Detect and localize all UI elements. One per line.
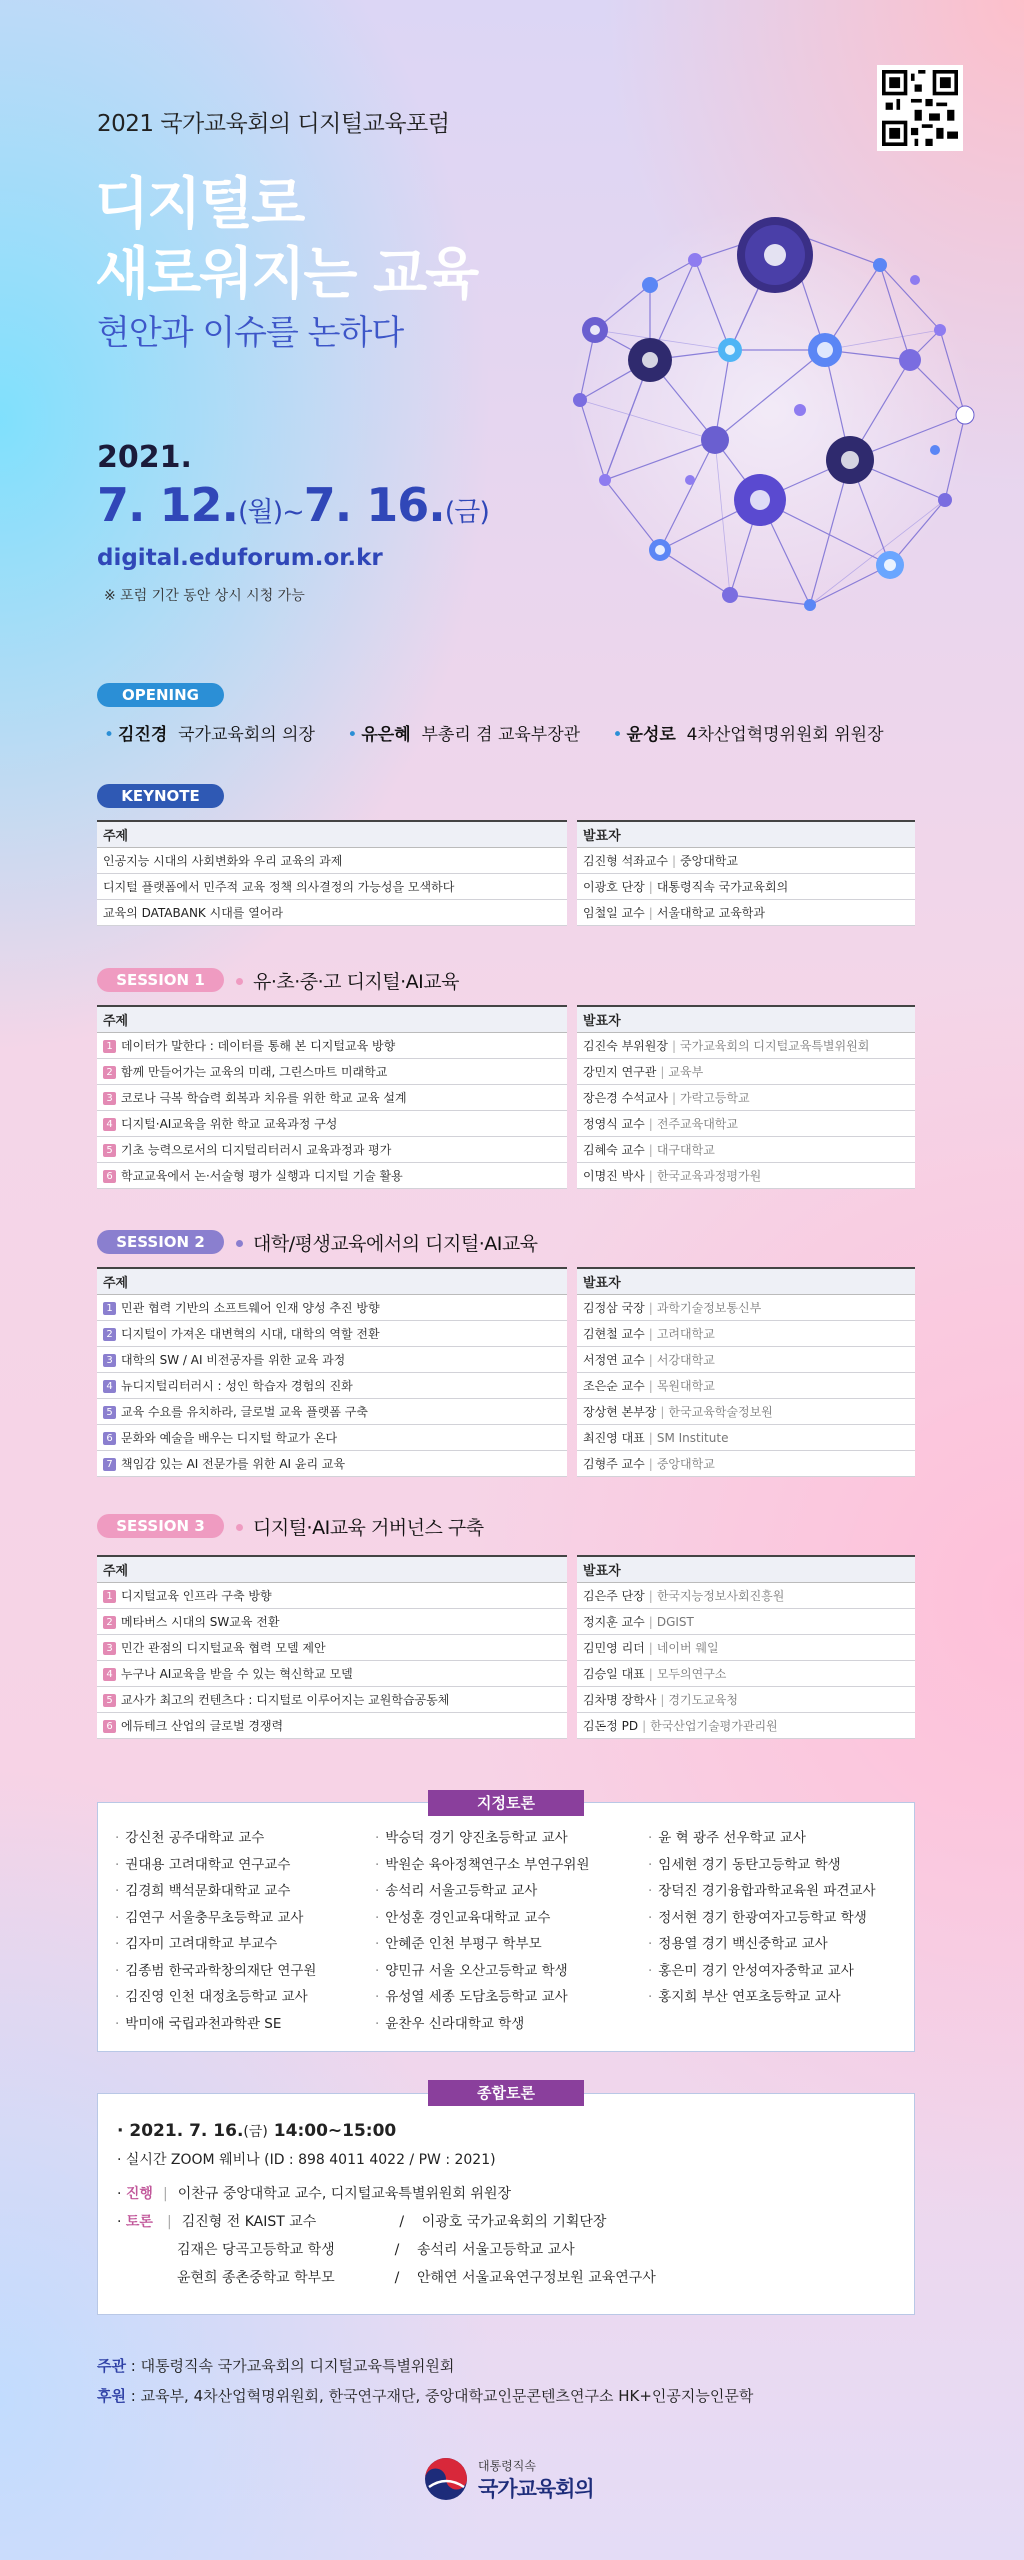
topic-cell: 뉴디지털리터러시 : 성인 학습자 경험의 진화 xyxy=(121,1378,353,1393)
speaker-name: 김민영 리더 xyxy=(583,1640,645,1655)
list-item: · 안성훈 경인교육대학교 교수 xyxy=(375,1909,551,1926)
list-item: · 양민규 서울 오산고등학교 학생 xyxy=(375,1962,568,1979)
general-discussion-datetime: · 2021. 7. 16.(금) 14:00~15:00 xyxy=(117,2121,397,2141)
panelist: 송석리 서울고등학교 교사 xyxy=(417,2242,575,2258)
speaker-name: 김형주 교수 xyxy=(583,1456,645,1471)
list-item: · 유성열 세종 도담초등학교 교사 xyxy=(375,1989,568,2005)
table-row: 김차명 장학사 | 경기도교육청 xyxy=(577,1686,915,1712)
date-separator: ~ xyxy=(282,497,304,528)
speaker-affiliation: 경기도교육청 xyxy=(668,1692,738,1707)
table-row: 조은순 교수 | 목원대학교 xyxy=(577,1372,915,1398)
main-title-line2: 새로워지는 교육 xyxy=(95,242,478,307)
designated-discussion-col3 xyxy=(648,1825,910,2011)
speaker-affiliation: 대구대학교 xyxy=(656,1142,715,1157)
table-row xyxy=(97,1634,567,1660)
list-item: · 안혜준 인천 부평구 학부모 xyxy=(375,1936,542,1952)
topic-cell: 민간 관점의 디지털교육 협력 모델 제안 xyxy=(121,1640,326,1655)
list-item: · 장덕진 경기융합과학교육원 파견교사 xyxy=(648,1883,876,1899)
moderator-text: 이찬규 중앙대학교 교수, 디지털교육특별위원회 위원장 xyxy=(177,2186,511,2202)
speaker-header: 발표자 xyxy=(577,821,915,847)
panel-row: · 토론 | 김진형 전 KAIST 교수 / 이광호 국가교육회의 기획단장 xyxy=(117,2208,897,2236)
main-title xyxy=(95,170,477,310)
panel-label: 토론 xyxy=(125,2214,153,2230)
table-row: 김은주 단장 | 한국지능정보사회진흥원 xyxy=(577,1582,915,1608)
organization-logo xyxy=(424,2455,614,2505)
row-number-badge: 4 xyxy=(103,1380,116,1393)
speaker-name: 김돈정 PD xyxy=(583,1718,639,1733)
speaker-name: 김혜숙 교수 xyxy=(583,1142,645,1157)
bullet-icon: • xyxy=(104,725,115,745)
speaker-affiliation: 모두의연구소 xyxy=(656,1666,727,1681)
list-item: · 박미애 국립과천과학관 SE xyxy=(115,2015,282,2032)
speaker-header: 발표자 xyxy=(577,1006,915,1032)
host-label: 주관 xyxy=(97,2357,126,2375)
table-row xyxy=(97,1346,567,1372)
speaker-affiliation: DGIST xyxy=(656,1614,694,1629)
keynote-speaker-table xyxy=(577,820,915,926)
panel-row xyxy=(117,2236,897,2264)
row-number-badge: 2 xyxy=(103,1066,116,1079)
speaker-name: 강민지 연구관 xyxy=(583,1064,657,1079)
keynote-topic-table xyxy=(97,820,567,926)
keynote-label: KEYNOTE xyxy=(97,784,224,808)
table-row xyxy=(97,1110,567,1136)
list-item: · 김경희 백석문화대학교 교수 xyxy=(115,1883,291,1899)
table-row: 김승일 대표 | 모두의연구소 xyxy=(577,1660,915,1686)
table-row: 이광호 단장 | 대통령직속 국가교육회의 xyxy=(577,873,915,899)
general-discussion-title: 종합토론 xyxy=(428,2080,584,2106)
discussion-time: 14:00~15:00 xyxy=(273,2121,397,2141)
topic-cell: 문화와 예술을 배우는 디지털 학교가 온다 xyxy=(121,1430,338,1445)
session2-title xyxy=(230,1229,538,1256)
moderator-row: · 진행 | 이찬규 중앙대학교 교수, 디지털교육특별위원회 위원장 xyxy=(117,2186,511,2202)
table-row xyxy=(97,1660,567,1686)
opening-role: 부총리 겸 교육부장관 xyxy=(421,725,581,745)
panelist: 김재은 당곡고등학교 학생 xyxy=(177,2242,335,2258)
logo-main-text: 국가교육회의 xyxy=(478,2477,594,2501)
topic-cell: 기초 능력으로서의 디지털리터러시 교육과정과 평가 xyxy=(121,1142,392,1157)
list-item: · 박원순 육아정책연구소 부연구위원 xyxy=(375,1856,590,1873)
speaker-affiliation: 교육부 xyxy=(668,1064,704,1079)
topic-cell: 대학의 SW / AI 비전공자를 위한 교육 과정 xyxy=(121,1352,346,1367)
opening-name: 김진경 xyxy=(118,725,168,745)
list-item: · 김연구 서울충무초등학교 교사 xyxy=(115,1909,304,1926)
topic-header: 주제 xyxy=(97,1556,567,1582)
table-row: 이명진 박사 | 한국교육과정평가원 xyxy=(577,1162,915,1188)
bullet-icon: • xyxy=(612,725,623,745)
table-row xyxy=(97,1712,567,1738)
topic-cell: 교사가 최고의 컨텐츠다 : 디지털로 이루어지는 교원학습공동체 xyxy=(121,1692,450,1707)
topic-cell: 디지털교육 인프라 구축 방향 xyxy=(121,1588,272,1603)
speaker-name: 장상현 본부장 xyxy=(583,1404,657,1419)
table-row: 김진형 석좌교수 | 중앙대학교 xyxy=(577,847,915,873)
speaker-name: 김승일 대표 xyxy=(583,1666,645,1681)
session1-title-text: 유·초·중·고 디지털·AI교육 xyxy=(253,971,459,993)
table-row: 최진영 대표 | SM Institute xyxy=(577,1424,915,1450)
speaker-affiliation: 한국지능정보사회진흥원 xyxy=(656,1588,785,1603)
table-row xyxy=(97,1084,567,1110)
table-row xyxy=(97,1450,567,1476)
session1-speaker-table xyxy=(577,1005,915,1189)
speaker-affiliation: SM Institute xyxy=(656,1430,729,1445)
session3-speaker-table xyxy=(577,1555,915,1739)
table-row xyxy=(97,1608,567,1634)
table-row xyxy=(97,1294,567,1320)
panelist: 윤현희 종촌중학교 학부모 xyxy=(177,2270,335,2286)
speaker-name: 김현철 교수 xyxy=(583,1326,645,1341)
table-row: 김진숙 부위원장 | 국가교육회의 디지털교육특별위원회 xyxy=(577,1032,915,1058)
table-row xyxy=(97,1162,567,1188)
table-row xyxy=(97,1136,567,1162)
list-item: · 송석리 서울고등학교 교사 xyxy=(375,1883,538,1899)
table-row: 정영식 교수 | 전주교육대학교 xyxy=(577,1110,915,1136)
list-item: · 홍은미 경기 안성여자중학교 교사 xyxy=(648,1962,854,1979)
speaker-name: 김은주 단장 xyxy=(583,1588,645,1603)
panelist: 안해연 서울교육연구정보원 교육연구사 xyxy=(417,2270,656,2286)
opening-role: 국가교육회의 의장 xyxy=(178,725,315,745)
event-year: 2021. xyxy=(97,440,192,475)
viewing-note: ※ 포럼 기간 동안 상시 시청 가능 xyxy=(104,588,305,604)
bullet-icon: • xyxy=(347,725,358,745)
sponsor-line xyxy=(97,2385,753,2406)
table-row xyxy=(97,1582,567,1608)
topic-cell: 누구나 AI교육을 받을 수 있는 혁신학교 모델 xyxy=(121,1666,353,1681)
taegeuk-logo-icon xyxy=(424,2457,468,2501)
table-row xyxy=(97,847,567,873)
speaker-name: 김정삼 국장 xyxy=(583,1300,645,1315)
row-number-badge: 1 xyxy=(103,1302,116,1315)
speaker-affiliation: 전주교육대학교 xyxy=(656,1116,738,1131)
row-number-badge: 4 xyxy=(103,1668,116,1681)
topic-cell: 에듀테크 산업의 글로벌 경쟁력 xyxy=(121,1718,284,1733)
topic-cell: 함께 만들어가는 교육의 미래, 그린스마트 미래학교 xyxy=(121,1064,388,1079)
table-row xyxy=(97,1320,567,1346)
speaker-name: 최진영 대표 xyxy=(583,1430,645,1445)
speaker-name: 김차명 장학사 xyxy=(583,1692,657,1707)
row-number-badge: 5 xyxy=(103,1694,116,1707)
opening-speakers xyxy=(104,720,884,745)
designated-discussion-title: 지정토론 xyxy=(428,1790,584,1816)
row-number-badge: 7 xyxy=(103,1458,116,1471)
panelist: 김진형 전 KAIST 교수 xyxy=(181,2214,317,2230)
table-row: 장상현 본부장 | 한국교육학술정보원 xyxy=(577,1398,915,1424)
list-item: · 강신천 공주대학교 교수 xyxy=(115,1830,265,1846)
panel-row xyxy=(117,2264,897,2292)
day-end: (금) xyxy=(444,497,489,528)
table-row: 김정삼 국장 | 과학기술정보통신부 xyxy=(577,1294,915,1320)
speaker-affiliation: 한국교육과정평가원 xyxy=(656,1168,762,1183)
topic-cell: 인공지능 시대의 사회변화와 우리 교육의 과제 xyxy=(97,847,567,873)
table-row: 강민지 연구관 | 교육부 xyxy=(577,1058,915,1084)
table-row xyxy=(97,1686,567,1712)
row-number-badge: 3 xyxy=(103,1642,116,1655)
opening-name: 윤성로 xyxy=(626,725,676,745)
list-item: · 윤찬우 신라대학교 학생 xyxy=(375,2015,525,2032)
speaker-affiliation: 서강대학교 xyxy=(656,1352,715,1367)
topic-cell: 디지털이 가져온 대변혁의 시대, 대학의 역할 전환 xyxy=(121,1326,380,1341)
topic-header: 주제 xyxy=(97,821,567,847)
webinar-text: 실시간 ZOOM 웨비나 (ID : 898 4011 4022 / PW : 2021) xyxy=(125,2152,496,2168)
row-number-badge: 3 xyxy=(103,1354,116,1367)
host-line xyxy=(97,2355,454,2376)
session2-topic-table xyxy=(97,1267,567,1477)
session1-label: SESSION 1 xyxy=(97,968,224,992)
dot-icon xyxy=(236,1524,243,1531)
row-number-badge: 4 xyxy=(103,1118,116,1131)
table-row: 김현철 교수 | 고려대학교 xyxy=(577,1320,915,1346)
general-discussion-details xyxy=(117,2117,897,2292)
row-number-badge: 3 xyxy=(103,1092,116,1105)
speaker-affiliation: 중앙대학교 xyxy=(680,853,738,868)
list-item: · 임세현 경기 동탄고등학교 학생 xyxy=(648,1856,841,1873)
table-row: 김혜숙 교수 | 대구대학교 xyxy=(577,1136,915,1162)
table-row: 김민영 리더 | 네이버 웨일 xyxy=(577,1634,915,1660)
opening-label: OPENING xyxy=(97,683,224,707)
speaker-name: 서정연 교수 xyxy=(583,1352,645,1367)
speaker-affiliation: 고려대학교 xyxy=(656,1326,715,1341)
separator-slash: / xyxy=(394,2242,400,2258)
speaker-name: 정영식 교수 xyxy=(583,1116,645,1131)
network-globe-illustration xyxy=(560,200,980,620)
list-item: · 정서현 경기 한광여자고등학교 학생 xyxy=(648,1909,867,1926)
topic-header: 주제 xyxy=(97,1006,567,1032)
webinar-info: · 실시간 ZOOM 웨비나 (ID : 898 4011 4022 / PW : 2021) xyxy=(117,2152,496,2168)
table-row: 김형주 교수 | 중앙대학교 xyxy=(577,1450,915,1476)
topic-cell: 교육의 DATABANK 시대를 열어라 xyxy=(97,899,567,925)
list-item: · 김진영 인천 대정초등학교 교사 xyxy=(115,1989,308,2005)
topic-header: 주제 xyxy=(97,1268,567,1294)
speaker-affiliation: 서울대학교 교육학과 xyxy=(656,905,765,920)
discussion-date: 2021. 7. 16. xyxy=(129,2121,244,2141)
table-row: 정지훈 교수 | DGIST xyxy=(577,1608,915,1634)
topic-cell: 코로나 극복 학습력 회복과 치유를 위한 학교 교육 설계 xyxy=(121,1090,407,1105)
session1-topic-table xyxy=(97,1005,567,1189)
designated-discussion-col2 xyxy=(375,1825,645,2037)
session2-title-text: 대학/평생교육에서의 디지털·AI교육 xyxy=(253,1233,538,1255)
row-number-badge: 5 xyxy=(103,1406,116,1419)
session3-title xyxy=(230,1513,484,1540)
sponsor-text: : 교육부, 4차산업혁명위원회, 한국연구재단, 중앙대학교인문콘텐츠연구소 HK+인공지능인문학 xyxy=(125,2387,754,2405)
speaker-name: 임철일 교수 xyxy=(583,905,645,920)
panelist: 이광호 국가교육회의 기획단장 xyxy=(421,2214,607,2230)
table-row xyxy=(97,899,567,925)
session3-topic-table xyxy=(97,1555,567,1739)
qr-code[interactable] xyxy=(877,65,963,151)
session1-title xyxy=(230,967,459,994)
speaker-affiliation: 목원대학교 xyxy=(656,1378,715,1393)
table-row xyxy=(97,1424,567,1450)
speaker-header: 발표자 xyxy=(577,1268,915,1294)
session2-label: SESSION 2 xyxy=(97,1230,224,1254)
topic-cell: 메타버스 시대의 SW교육 전환 xyxy=(121,1614,280,1629)
forum-title: 2021 국가교육회의 디지털교육포럼 xyxy=(97,111,450,137)
separator-slash: / xyxy=(394,2270,400,2286)
topic-cell: 학교교육에서 논·서술형 평가 실행과 디지털 기술 활용 xyxy=(121,1168,403,1183)
row-number-badge: 1 xyxy=(103,1590,116,1603)
row-number-badge: 2 xyxy=(103,1616,116,1629)
session3-label: SESSION 3 xyxy=(97,1514,224,1538)
row-number-badge: 6 xyxy=(103,1432,116,1445)
table-row xyxy=(97,1032,567,1058)
speaker-name: 김진형 석좌교수 xyxy=(583,853,668,868)
speaker-name: 김진숙 부위원장 xyxy=(583,1038,668,1053)
speaker-name: 이광호 단장 xyxy=(583,879,645,894)
speaker-affiliation: 국가교육회의 디지털교육특별위원회 xyxy=(680,1038,870,1053)
speaker-header: 발표자 xyxy=(577,1556,915,1582)
table-row: 장은경 수석교사 | 가락고등학교 xyxy=(577,1084,915,1110)
table-row xyxy=(97,873,567,899)
subtitle: 현안과 이슈를 논하다 xyxy=(97,313,404,353)
speaker-name: 조은순 교수 xyxy=(583,1378,645,1393)
speaker-affiliation: 과학기술정보통신부 xyxy=(656,1300,762,1315)
table-row: 김돈정 PD | 한국산업기술평가관리원 xyxy=(577,1712,915,1738)
dot-icon xyxy=(236,1240,243,1247)
list-item: · 정용열 경기 백신중학교 교사 xyxy=(648,1936,828,1952)
row-number-badge: 6 xyxy=(103,1720,116,1733)
table-row xyxy=(97,1372,567,1398)
row-number-badge: 6 xyxy=(103,1170,116,1183)
opening-role: 4차산업혁명위원회 위원장 xyxy=(686,725,884,745)
list-item: · 김종범 한국과학창의재단 연구원 xyxy=(115,1962,317,1979)
list-item: · 권대용 고려대학교 연구교수 xyxy=(115,1856,291,1873)
separator-slash: / xyxy=(399,2214,405,2230)
topic-cell: 민관 협력 기반의 소프트웨어 인재 양성 추진 방향 xyxy=(121,1300,380,1315)
speaker-affiliation: 한국교육학술정보원 xyxy=(668,1404,773,1419)
table-row: 서정연 교수 | 서강대학교 xyxy=(577,1346,915,1372)
speaker-affiliation: 중앙대학교 xyxy=(656,1456,715,1471)
speaker-affiliation: 한국산업기술평가관리원 xyxy=(650,1718,778,1733)
row-number-badge: 5 xyxy=(103,1144,116,1157)
event-dates xyxy=(97,478,489,532)
table-row: 임철일 교수 | 서울대학교 교육학과 xyxy=(577,899,915,925)
session3-title-text: 디지털·AI교육 거버넌스 구축 xyxy=(253,1517,484,1539)
row-number-badge: 1 xyxy=(103,1040,116,1053)
sponsor-label: 후원 xyxy=(97,2387,126,2405)
date-end: 7. 16. xyxy=(303,478,445,532)
list-item: · 홍지희 부산 연포초등학교 교사 xyxy=(648,1989,841,2005)
topic-cell: 디지털·AI교육을 위한 학교 교육과정 구성 xyxy=(121,1116,338,1131)
speaker-name: 이명진 박사 xyxy=(583,1168,645,1183)
topic-cell: 데이터가 말한다 : 데이터를 통해 본 디지털교육 방향 xyxy=(121,1038,396,1053)
list-item: · 박승덕 경기 양진초등학교 교사 xyxy=(375,1830,568,1846)
speaker-name: 장은경 수석교사 xyxy=(583,1090,668,1105)
topic-cell: 디지털 플랫폼에서 민주적 교육 정책 의사결정의 가능성을 모색하다 xyxy=(97,873,567,899)
speaker-affiliation: 네이버 웨일 xyxy=(656,1640,719,1655)
list-item: · 윤 혁 광주 선우학교 교사 xyxy=(648,1830,806,1846)
website-link[interactable]: digital.eduforum.or.kr xyxy=(97,545,383,571)
speaker-affiliation: 가락고등학교 xyxy=(680,1090,750,1105)
speaker-name: 정지훈 교수 xyxy=(583,1614,645,1629)
qr-code-icon xyxy=(882,70,958,146)
list-item: · 김자미 고려대학교 부교수 xyxy=(115,1936,278,1952)
discussion-day: (금) xyxy=(243,2124,268,2140)
table-row xyxy=(97,1398,567,1424)
topic-cell: 교육 수요를 유치하라, 글로벌 교육 플랫폼 구축 xyxy=(121,1404,368,1419)
opening-name: 유은혜 xyxy=(361,725,411,745)
table-row xyxy=(97,1058,567,1084)
session2-speaker-table xyxy=(577,1267,915,1477)
day-start: (월) xyxy=(237,497,283,528)
speaker-affiliation: 대통령직속 국가교육회의 xyxy=(656,879,789,894)
moderator-label: 진행 xyxy=(125,2186,153,2202)
designated-discussion-col1 xyxy=(115,1825,375,2037)
logo-small-text: 대통령직속 xyxy=(478,2459,536,2473)
host-text: : 대통령직속 국가교육회의 디지털교육특별위원회 xyxy=(125,2357,455,2375)
dot-icon xyxy=(236,978,243,985)
topic-cell: 책임감 있는 AI 전문가를 위한 AI 윤리 교육 xyxy=(121,1456,346,1471)
date-start: 7. 12. xyxy=(97,478,238,532)
main-title-line1: 디지털로 xyxy=(95,172,304,237)
row-number-badge: 2 xyxy=(103,1328,116,1341)
